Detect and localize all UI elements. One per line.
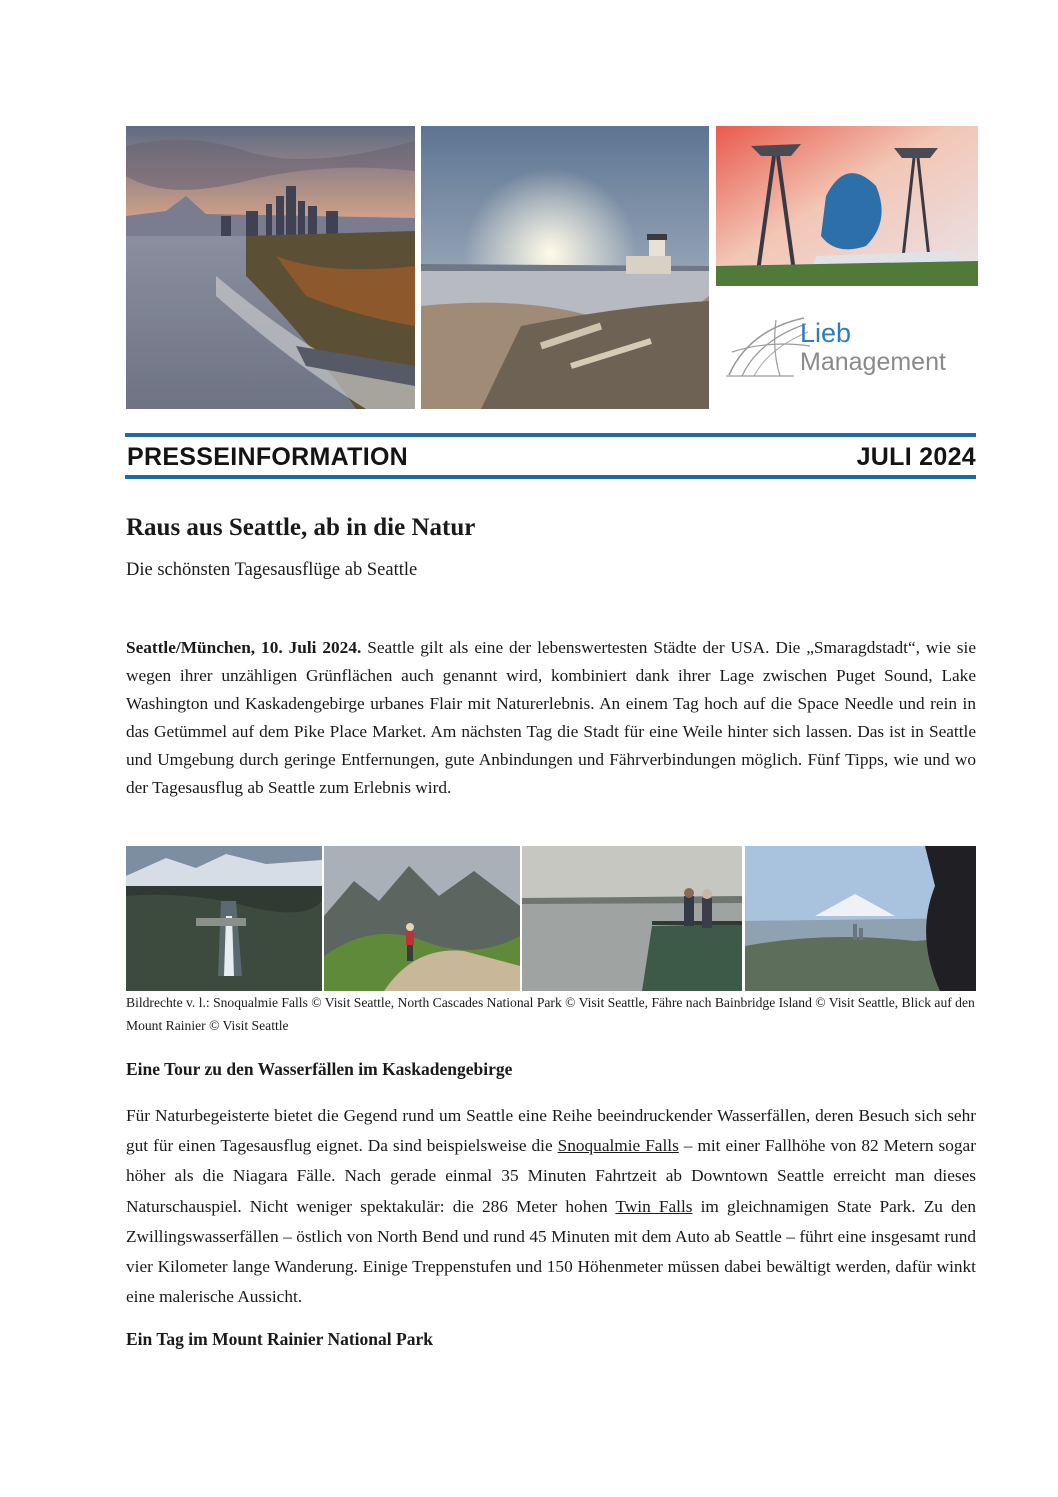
lighthouse-beach-icon [421, 126, 709, 409]
waterfall-icon [126, 846, 322, 991]
banner-top-rule [125, 433, 976, 437]
snoqualmie-falls-photo [126, 846, 322, 991]
waterfalls-text-c: im gleichnamigen State Park. Zu den Zwillingswasserfällen – östlich von North Bend und rund 45 Minuten mit dem Auto ab Seattle – führt eine insgesamt rund vier Kilometer lange Wanderung. Einige Treppenstufen und 150 Höhenmeter müssen dabei bewältigt werden, dafür winkt eine malerische Aussicht. [126, 1196, 976, 1307]
section-heading-waterfalls: Eine Tour zu den Wasserfällen im Kaskadengebirge [126, 1059, 513, 1079]
subheadline: Die schönsten Tagesausflüge ab Seattle [126, 560, 418, 580]
hiker-mountains-icon [324, 846, 520, 991]
seattle-skyline-icon [126, 126, 415, 409]
north-cascades-photo [324, 846, 520, 991]
intro-text: Seattle gilt als eine der lebenswertesten Städte der USA. Die „Smaragdstadt“, wie sie wegen ihrer unzähligen Grünflächen auch genannt wird, kombiniert dank ihrer Lage zwischen Puget Sound, Lake Washington und Kaskadengebirge urbanes Flair mit Naturerlebnis. An einem Tag hoch auf die Space Needle und rein in das Getümmel auf dem Pike Place Market. Am nächsten Tag die Stadt für eine Weile hinter sich lassen. Das ist in Seattle und Umgebung durch geringe Entfernungen, gute Anbindungen und Fährverbindungen möglich. Fünf Tipps, wie und wo der Tagesausflug ab Seattle zum Erlebnis wird. [126, 638, 977, 798]
twin-falls-link[interactable]: Twin Falls [615, 1196, 693, 1216]
waterfalls-text-b: – mit einer Fallhöhe von 82 Metern sogar höher als die Niagara Fälle. Nach gerade einmal 35 Minuten Fahrtzeit ab Downtown Seattle erreicht man dieses Naturschauspiel. Nicht weniger spektakulär: die 286 Meter hohen [126, 1136, 976, 1216]
lighthouse-beach-photo [421, 126, 709, 409]
logo-text-management: Management [800, 348, 946, 376]
space-needle-photo [716, 126, 978, 286]
waterfalls-text-a: Für Naturbegeisterte bietet die Gegend rund um Seattle eine Reihe beeindruckender Wasserfällen, deren Besuch sich sehr gut für einen Tagesausflug eignet. Da sind beispielsweise die [126, 1106, 976, 1156]
intro-paragraph [126, 634, 976, 803]
banner-date: JULI 2024 [856, 443, 976, 471]
banner-label: PRESSEINFORMATION [127, 443, 409, 471]
mount-rainier-photo [745, 846, 976, 991]
headline: Raus aus Seattle, ab in die Natur [126, 514, 476, 541]
bainbridge-ferry-photo [522, 846, 742, 991]
mount-rainier-view-icon [745, 846, 976, 991]
image-caption: Bildrechte v. l.: Snoqualmie Falls © Visit Seattle, North Cascades National Park © Visit Seattle, Fähre nach Bainbridge Island © Visit Seattle, Blick auf den Mount Rainier © Visit Seattle [126, 995, 975, 1033]
space-needle-icon [716, 126, 978, 286]
banner-bottom-rule [125, 475, 976, 479]
ferry-deck-icon [522, 846, 742, 991]
lieb-management-logo [720, 308, 976, 384]
seattle-skyline-photo [126, 126, 415, 409]
logo-text-lieb: Lieb [800, 318, 852, 348]
waterfalls-paragraph [126, 1101, 976, 1312]
snoqualmie-falls-link[interactable]: Snoqualmie Falls [557, 1136, 679, 1156]
dateline: Seattle/München, 10. Juli 2024. [126, 638, 362, 657]
section-heading-mount-rainier: Ein Tag im Mount Rainier National Park [126, 1329, 433, 1349]
